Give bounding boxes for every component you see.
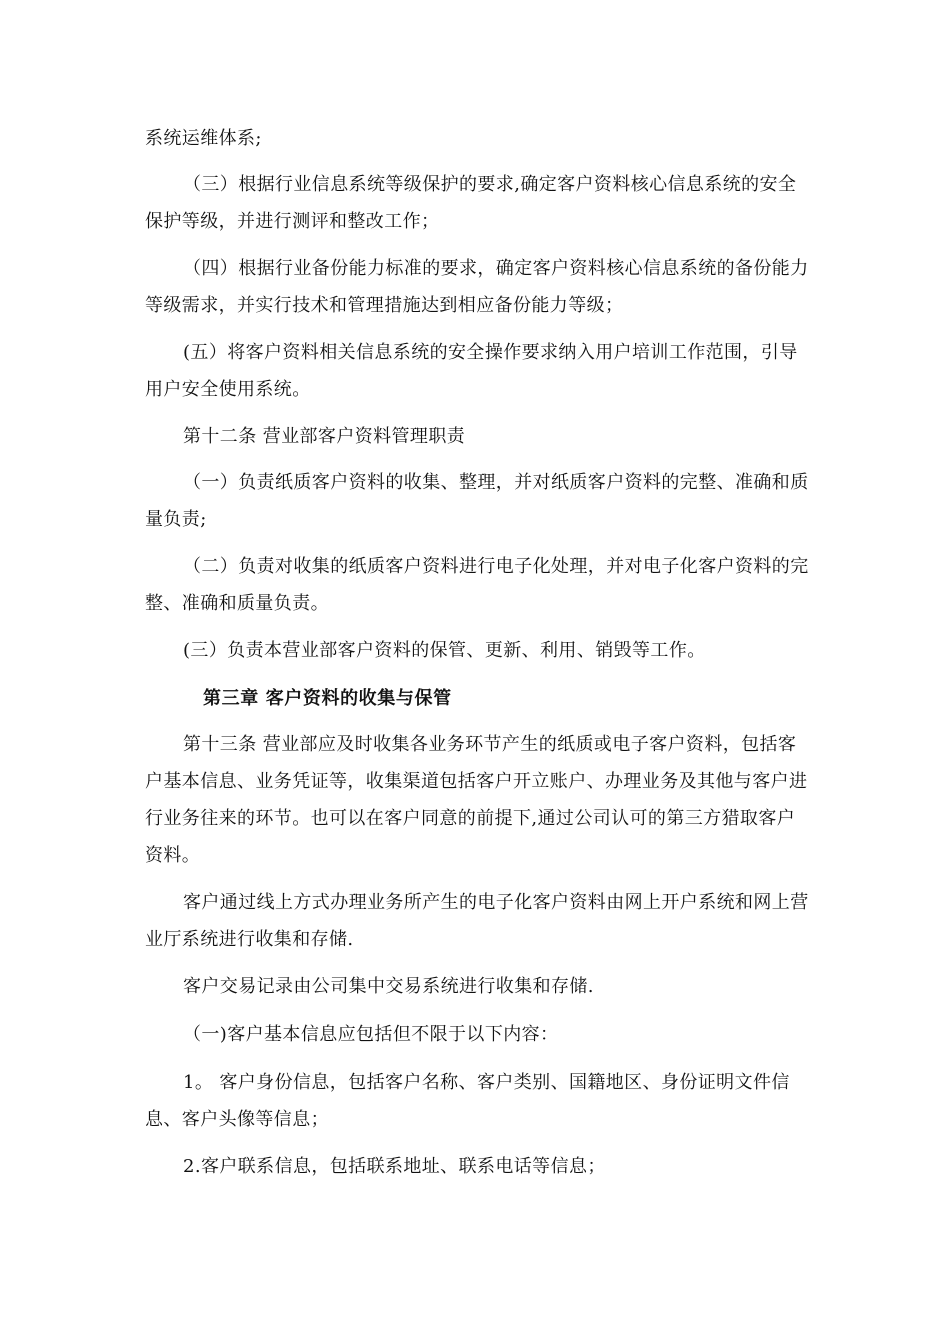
paragraph-article-12-item-3: (三）负责本营业部客户资料的保管、更新、利用、销毁等工作。 — [183, 640, 706, 661]
paragraph-article-13: 第十三条 营业部应及时收集各业务环节产生的纸质或电子客户资料，包括客户基本信息、业务凭证等，收集渠道包括客户开立账户、办理业务及其他与客户进行业务往来的环节。也可以在客户同意的前提下,通过公司认可的第三方猎取客户资料。 — [145, 734, 808, 866]
paragraph-article-12-item-1: （一）负责纸质客户资料的收集、整理，并对纸质客户资料的完整、准确和质量负责; — [145, 472, 809, 530]
paragraph-online-data-collection: 客户通过线上方式办理业务所产生的电子化客户资料由网上开户系统和网上营业厅系统进行收集和存储. — [145, 892, 809, 950]
list-item-contact-info: 2.客户联系信息，包括联系地址、联系电话等信息； — [183, 1156, 606, 1177]
paragraph-trade-records: 客户交易记录由公司集中交易系统进行收集和存储. — [183, 976, 594, 997]
chapter-3-heading: 第三章 客户资料的收集与保管 — [203, 688, 452, 709]
paragraph-item-3-security-level: （三）根据行业信息系统等级保护的要求,确定客户资料核心信息系统的安全保护等级，并进行测评和整改工作； — [145, 174, 797, 232]
paragraph-system-ops: 系统运维体系; — [145, 128, 262, 149]
paragraph-item-4-backup-capability: （四）根据行业备份能力标准的要求，确定客户资料核心信息系统的备份能力等级需求，并实行技术和管理措施达到相应备份能力等级； — [145, 258, 809, 316]
list-item-identity-info: 1。 客户身份信息，包括客户名称、客户类别、国籍地区、身份证明文件信息、客户头像等信息； — [145, 1072, 790, 1130]
paragraph-article-12-item-2: （二）负责对收集的纸质客户资料进行电子化处理，并对电子化客户资料的完整、准确和质量负责。 — [145, 556, 809, 614]
paragraph-basic-info-intro: （一)客户基本信息应包括但不限于以下内容： — [183, 1024, 559, 1045]
paragraph-item-5-user-training: (五）将客户资料相关信息系统的安全操作要求纳入用户培训工作范围，引导用户安全使用系统。 — [145, 342, 798, 400]
article-12-title: 第十二条 营业部客户资料管理职责 — [183, 426, 466, 447]
